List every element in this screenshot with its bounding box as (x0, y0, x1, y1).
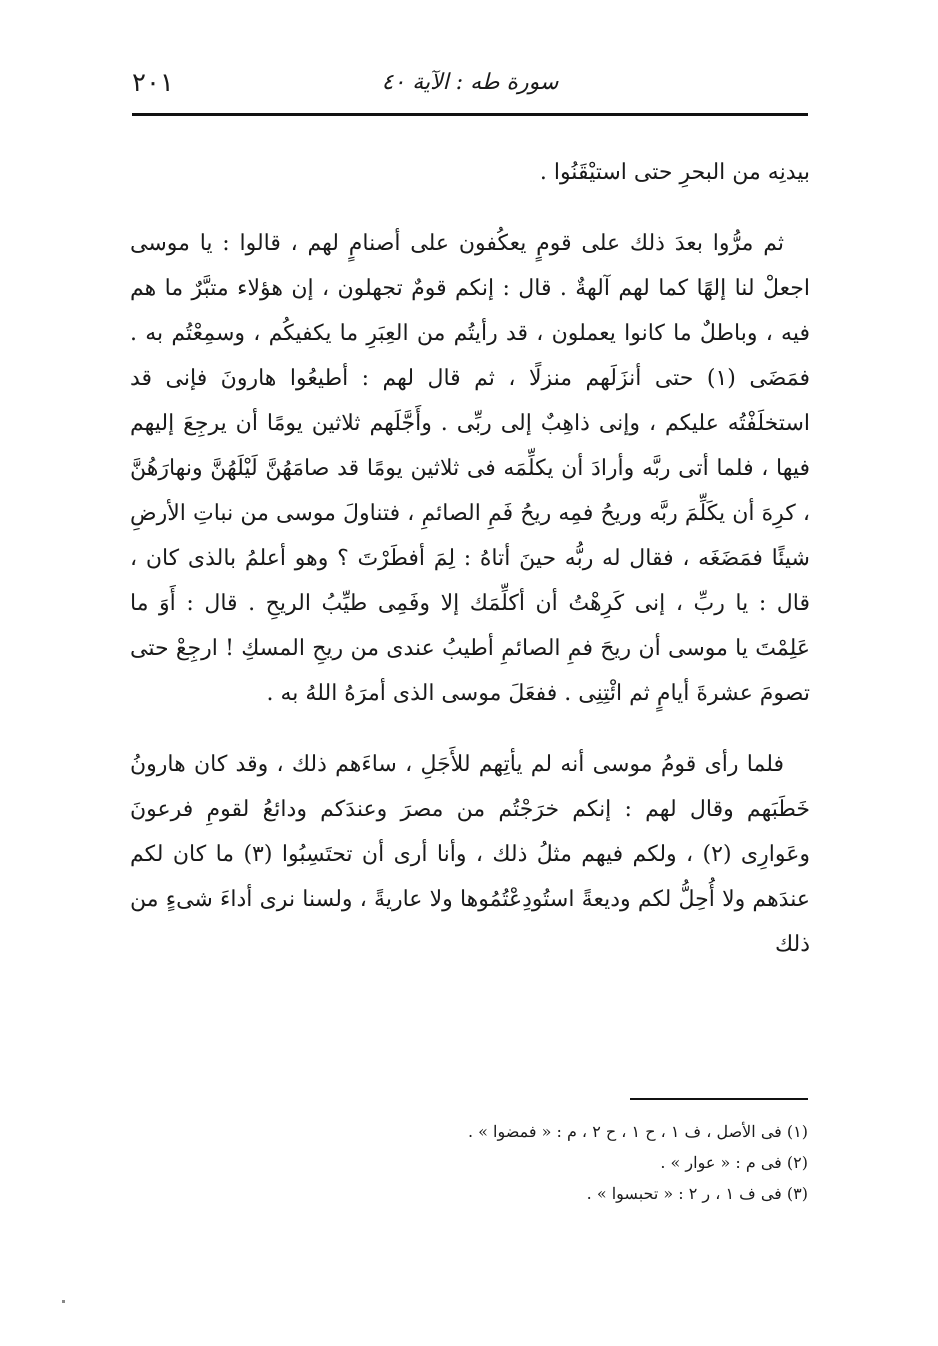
footnote-1: (١) فى الأصل ، ف ١ ، ح ١ ، ح ٢ ، م : « فمضوا » . (467, 1122, 808, 1141)
running-header (132, 62, 808, 102)
footnotes (128, 1116, 808, 1209)
paragraph-1: بيدنِه من البحرِ حتى استيْقَنُوا . (539, 160, 810, 185)
footnote-divider (630, 1098, 808, 1100)
main-text (130, 150, 810, 993)
scan-speck (62, 1300, 65, 1303)
paragraph-3: فلما رأى قومُ موسى أنه لم يأتِهم للأَجَلِ ، ساءَهم ذلك ، وقد كان هارونُ خَطَبَهم وقال لهم : إنكم خرَجْتُم من مصرَ وعندَكم ودائعُ لقومِ فرعونَ وعَوارِى (٢) ، ولكم فيهم مثلُ ذلك ، وأنا أرى أن تحتَسِبُوا (٣) ما كان لكم عندَهم ولا أُحِلُّ لكم وديعةً استُودِعْتُمُوها ولا عاريةً ، ولسنا نرى أداءَ شىءٍ من ذلك (130, 752, 810, 957)
footnote-2: (٢) فى م : « عوار » . (660, 1153, 808, 1172)
page-number: ٢٠١ (132, 68, 174, 98)
paragraph-2: ثم مرُّوا بعدَ ذلك على قومٍ يعكُفون على أصنامٍ لهم ، قالوا : يا موسى اجعلْ لنا إلهًا كما لهم آلهةٌ . قال : إنكم قومٌ تجهلون ، إن هؤلاء متبَّرٌ ما هم فيه ، وباطلٌ ما كانوا يعملون ، قد رأيتُم من العِبَرِ ما يكفيكُم ، وسمِعْتُم به . فمَضَى (١) حتى أنزَلَهم منزلًا ، ثم قال لهم : أطيعُوا هارونَ فإنى قد استخلَفْتُه عليكم ، وإنى ذاهِبٌ إلى ربِّى . وأَجَّلَهم ثلاثين يومًا أن يرجِعَ إليهم فيها ، فلما أتى ربَّه وأرادَ أن يكلِّمَه فى ثلاثين يومًا قد صامَهُنَّ لَيْلَهُنَّ ونهارَهُنَّ ، كرِهَ أن يكَلِّمَ ربَّه وريحُ فمِه ريحُ فَمِ الصائمِ ، فتناولَ موسى من نباتِ الأرضِ شيئًا فمَضَغَه ، فقال له ربُّه حينَ أتاهُ : لِمَ أفطَرْتَ ؟ وهو أعلمُ بالذى كان ، قال : يا ربِّ ، إنى كَرِهْتُ أن أكلِّمَك إلا وفَمِى طيِّبُ الريحِ . قال : أَوَ ما عَلِمْتَ يا موسى أن ريحَ فمِ الصائمِ أطيبُ عندى من ريحِ المسكِ ! ارجِعْ حتى تصومَ عشرةَ أيامٍ ثم ائْتِنِى . ففعَلَ موسى الذى أمرَهُ اللهُ به . (130, 231, 811, 706)
header-divider (132, 113, 808, 116)
footnote-3: (٣) فى ف ١ ، ر ٢ : « تحبسوا » . (586, 1184, 808, 1203)
surah-verse-title: سورة طه : الآية ٤٠ (381, 70, 559, 95)
